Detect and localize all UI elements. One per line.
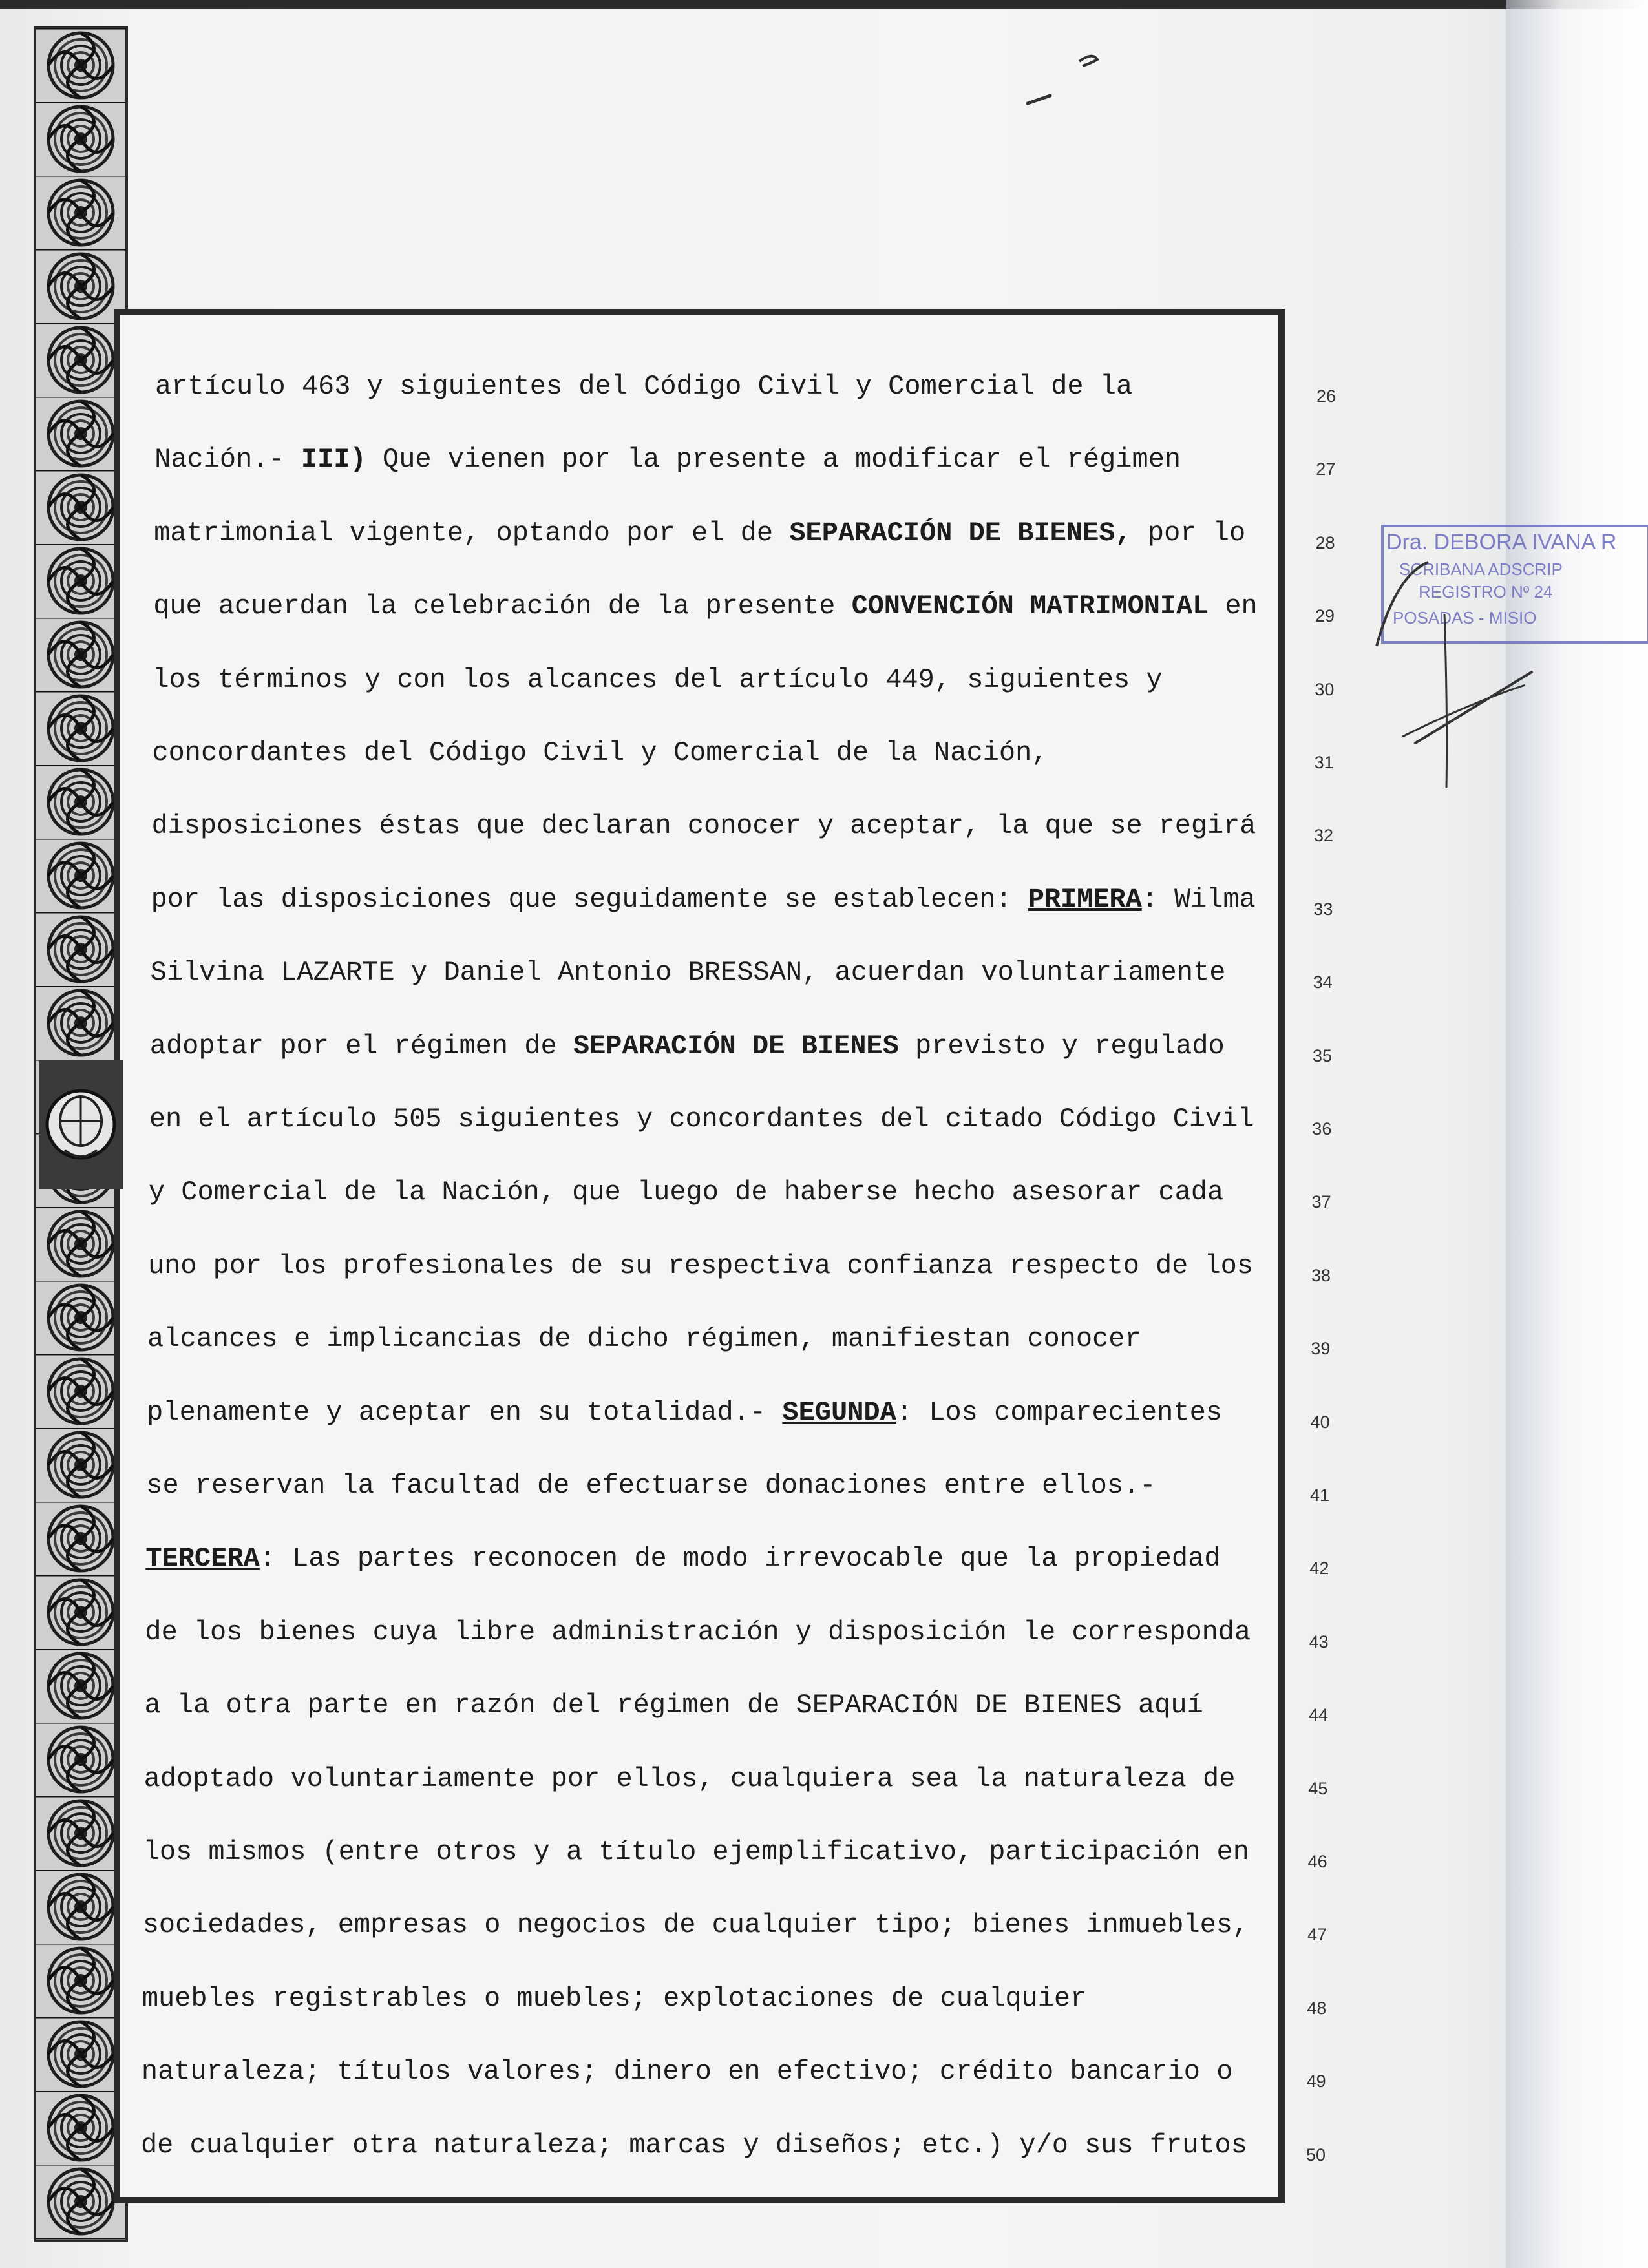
line-number: 50 bbox=[1305, 2145, 1326, 2165]
line-number: 44 bbox=[1308, 1705, 1329, 1725]
text-segment: alcances e implicancias de dicho régimen, manifiestan conocer bbox=[147, 1323, 1141, 1355]
text-segment: de cualquier otra naturaleza; marcas y diseños; etc.) y/o sus frutos bbox=[141, 2129, 1247, 2161]
document-line bbox=[151, 880, 1256, 919]
document-line bbox=[152, 806, 1256, 845]
text-segment: adoptado voluntariamente por ellos, cualquiera sea la naturaleza de bbox=[143, 1763, 1236, 1794]
text-segment: III) bbox=[301, 444, 366, 476]
document-line bbox=[143, 1832, 1249, 1871]
text-segment: muebles registrables o muebles; explotaciones de cualquier bbox=[142, 1982, 1087, 2014]
text-segment: artículo 463 y siguientes del Código Civil y Comercial de la bbox=[155, 371, 1133, 402]
scan-edge-shadow bbox=[0, 0, 1648, 9]
pen-mark bbox=[1021, 45, 1112, 116]
line-number: 33 bbox=[1313, 899, 1333, 919]
line-number: 32 bbox=[1313, 826, 1334, 846]
document-line bbox=[155, 367, 1259, 406]
document-line bbox=[149, 1173, 1254, 1212]
line-number: 30 bbox=[1315, 679, 1335, 699]
document-line bbox=[145, 1686, 1251, 1725]
line-number: 47 bbox=[1307, 1925, 1327, 1945]
line-number: 42 bbox=[1309, 1559, 1329, 1579]
line-number: 28 bbox=[1315, 532, 1335, 552]
document-line bbox=[142, 2052, 1248, 2091]
text-segment: y Comercial de la Nación, que luego de haberse hecho asesorar cada bbox=[148, 1177, 1224, 1208]
line-number: 46 bbox=[1307, 1852, 1327, 1871]
text-segment: : Los comparecientes bbox=[896, 1396, 1222, 1428]
text-segment: Nación.- bbox=[154, 444, 301, 476]
document-line bbox=[144, 1759, 1250, 1798]
stamp-text: Dra. DEBORA IVANA R bbox=[1386, 530, 1617, 554]
document-line bbox=[145, 1539, 1251, 1578]
text-segment: adoptar por el régimen de bbox=[149, 1030, 573, 1062]
text-segment: a la otra parte en razón del régimen de SEPARACIÓN DE BIENES aquí bbox=[144, 1690, 1203, 1721]
text-segment: SEGUNDA bbox=[782, 1396, 896, 1428]
text-segment: CONVENCIÓN MATRIMONIAL bbox=[851, 591, 1209, 622]
document-line bbox=[142, 1979, 1249, 2018]
line-number: 39 bbox=[1311, 1339, 1331, 1359]
line-number: 45 bbox=[1308, 1778, 1328, 1798]
text-segment: Que vienen por la presente a modificar el régimen bbox=[366, 444, 1181, 476]
line-number: 27 bbox=[1316, 459, 1336, 479]
text-segment: matrimonial vigente, optando por el de bbox=[154, 517, 790, 549]
document-line bbox=[154, 514, 1258, 552]
text-segment: TERCERA bbox=[145, 1543, 260, 1575]
line-number: 40 bbox=[1310, 1412, 1330, 1432]
document-line bbox=[150, 1027, 1255, 1066]
document-line bbox=[143, 1906, 1249, 1944]
line-number: 35 bbox=[1312, 1045, 1333, 1066]
text-segment: : Las partes reconocen de modo irrevocable que la propiedad bbox=[259, 1543, 1221, 1575]
line-number: 48 bbox=[1307, 1998, 1327, 2018]
document-line bbox=[148, 1246, 1253, 1285]
handwritten-signature bbox=[1370, 549, 1538, 808]
line-number: 37 bbox=[1311, 1192, 1331, 1212]
document-line bbox=[141, 2126, 1247, 2165]
document-line bbox=[153, 587, 1258, 625]
text-segment: en el artículo 505 siguientes y concordantes del citado Código Civil bbox=[149, 1104, 1254, 1135]
document-line bbox=[154, 440, 1258, 479]
text-segment: los mismos (entre otros y a título ejemplificativo, participación en bbox=[143, 1836, 1249, 1867]
line-number: 41 bbox=[1309, 1486, 1330, 1505]
line-number: 34 bbox=[1313, 972, 1333, 992]
line-number: 43 bbox=[1309, 1632, 1329, 1652]
line-number: 26 bbox=[1316, 386, 1336, 406]
province-seal-icon bbox=[39, 1060, 123, 1189]
text-segment: que acuerdan la celebración de la presente bbox=[153, 591, 852, 622]
page-fold bbox=[1506, 0, 1648, 2268]
text-segment: previsto y regulado bbox=[898, 1030, 1225, 1062]
text-segment: plenamente y aceptar en su totalidad.- bbox=[147, 1396, 783, 1428]
document-line bbox=[153, 660, 1257, 699]
text-segment: : Wilma bbox=[1141, 883, 1256, 915]
text-segment: Silvina LAZARTE y Daniel Antonio BRESSAN, acuerdan voluntariamente bbox=[150, 957, 1226, 989]
text-segment: uno por los profesionales de su respectiva confianza respecto de los bbox=[148, 1250, 1253, 1281]
text-segment: PRIMERA bbox=[1028, 883, 1142, 915]
text-segment: por lo bbox=[1131, 517, 1246, 549]
document-line bbox=[147, 1319, 1252, 1358]
line-number: 36 bbox=[1312, 1119, 1332, 1139]
document-line bbox=[152, 733, 1256, 772]
document-line bbox=[149, 1100, 1254, 1139]
text-segment: sociedades, empresas o negocios de cualquier tipo; bienes inmuebles, bbox=[142, 1909, 1249, 1941]
text-segment: se reservan la facultad de efectuarse donaciones entre ellos.- bbox=[146, 1470, 1156, 1501]
document-line bbox=[145, 1613, 1251, 1652]
stamp-text: SCRIBANA ADSCRIP bbox=[1399, 560, 1563, 579]
text-segment: concordantes del Código Civil y Comercial de la Nación, bbox=[152, 737, 1048, 768]
text-segment: disposiciones éstas que declaran conocer y aceptar, la que se regirá bbox=[151, 810, 1256, 842]
line-number: 49 bbox=[1306, 2072, 1326, 2092]
line-number: 31 bbox=[1314, 753, 1334, 772]
text-segment: SEPARACIÓN DE BIENES, bbox=[789, 517, 1132, 549]
text-segment: naturaleza; títulos valores; dinero en efectivo; crédito bancario o bbox=[141, 2056, 1233, 2088]
stamp-text: POSADAS - MISIO bbox=[1393, 608, 1537, 627]
document-line bbox=[147, 1393, 1252, 1432]
text-segment: SEPARACIÓN DE BIENES bbox=[573, 1030, 899, 1062]
text-segment: de los bienes cuya libre administración y disposición le corresponda bbox=[145, 1616, 1251, 1648]
text-segment: los términos y con los alcances del artículo 449, siguientes y bbox=[153, 664, 1163, 695]
line-number: 29 bbox=[1315, 606, 1335, 626]
stamp-text: REGISTRO Nº 24 bbox=[1419, 582, 1553, 602]
line-number: 38 bbox=[1311, 1265, 1331, 1285]
text-segment: por las disposiciones que seguidamente se establecen: bbox=[151, 883, 1028, 915]
document-line bbox=[151, 953, 1255, 992]
text-segment: en bbox=[1209, 591, 1258, 622]
document-line bbox=[146, 1466, 1252, 1505]
